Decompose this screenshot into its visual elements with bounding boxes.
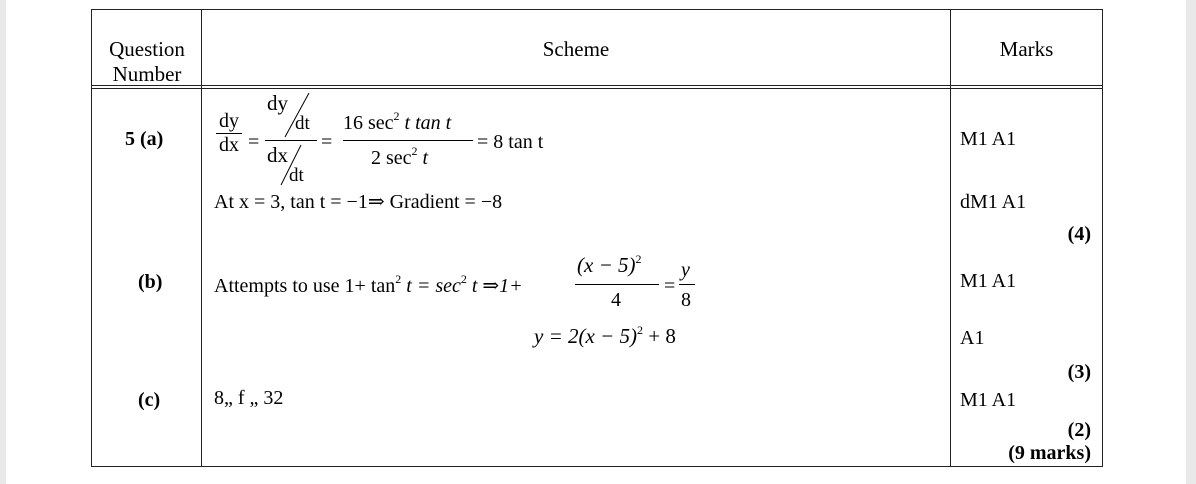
frac1-denominator: 4	[611, 289, 621, 311]
fraction-bar-main	[343, 140, 473, 141]
table-border-right	[1102, 9, 1103, 467]
fraction-bar	[216, 133, 242, 134]
fraction-denominator: 2 $\sec^2 t$	[371, 144, 429, 169]
part-c-label: (c)	[138, 389, 161, 411]
frac2-denominator: 8	[681, 289, 691, 311]
part-c-marks-1: M1 A1	[960, 389, 1017, 411]
grand-total: (9 marks)	[1008, 442, 1091, 464]
header-divider-double	[91, 88, 1103, 89]
dy-numerator: dy	[219, 110, 239, 132]
part-b-total: (3)	[1067, 361, 1091, 383]
frac2-numerator: y	[681, 259, 690, 281]
dx-denominator: dx	[219, 134, 239, 156]
equals-2: =	[321, 131, 333, 153]
part-b-marks-1: M1 A1	[960, 270, 1017, 292]
frac1-bar	[575, 284, 659, 285]
column-divider-1	[201, 9, 202, 467]
column-divider-2	[950, 9, 951, 467]
table-border-top	[91, 9, 1103, 10]
part-a-gradient-line: At x = 3, tan t = −1⇒ Gradient = −8	[214, 191, 503, 213]
part-b-identity: Attempts to use $1+ \tan^2 t = \sec^2 t$ ⇒1+	[214, 272, 523, 297]
part-b-label: (b)	[138, 271, 163, 293]
dx-big: dx	[267, 143, 288, 167]
part-a-label: 5 (a)	[125, 128, 164, 150]
frac2-bar	[679, 284, 695, 285]
part-b-result: $y = 2(x - 5)^2 + 8$	[534, 323, 676, 348]
part-c-total: (2)	[1067, 419, 1091, 441]
part-b-marks-2: A1	[960, 327, 985, 349]
dt-top: dt	[295, 113, 310, 134]
right-margin	[1186, 0, 1196, 484]
part-a-result: = 8 tan t	[477, 131, 544, 153]
frac1-numerator: $(x - 5)^2$	[577, 252, 642, 277]
fraction-numerator: 16 $\sec^2 t$ tan t	[343, 109, 452, 134]
mark-scheme-table	[91, 9, 1103, 467]
dy-dx-fraction	[214, 110, 244, 156]
header-question-number: Question Number	[109, 37, 185, 86]
equals-1: =	[248, 131, 260, 153]
header-divider	[91, 85, 1103, 86]
part-b-equals: =	[664, 275, 676, 297]
header-marks: Marks	[999, 37, 1054, 61]
dy-big: dy	[267, 91, 288, 115]
part-a-marks-1: M1 A1	[960, 128, 1017, 150]
part-c-answer: 8„ f „ 32	[214, 387, 284, 409]
part-a-total: (4)	[1067, 223, 1091, 245]
table-border-left	[91, 9, 92, 467]
header-scheme: Scheme	[542, 37, 610, 61]
table-border-bottom	[91, 466, 1103, 467]
part-a-marks-2: dM1 A1	[960, 191, 1027, 213]
dt-bot: dt	[289, 165, 304, 186]
slash-lines	[271, 89, 315, 189]
left-margin	[0, 0, 6, 484]
